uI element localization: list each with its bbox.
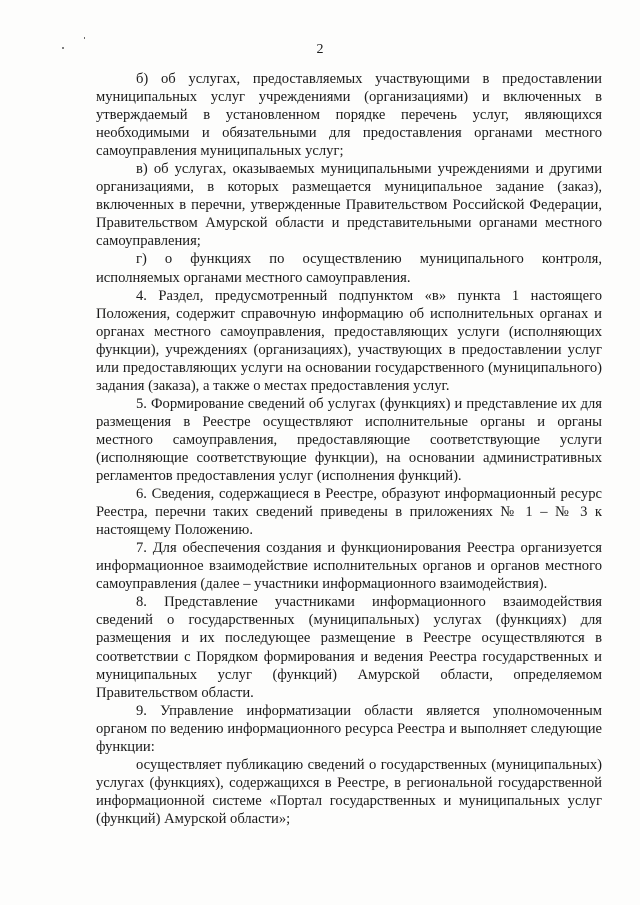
page-number: 2 (316, 42, 324, 57)
paragraph-g: г) о функциях по осуществлению муниципального контроля, исполняемых органами местного самоуправления. (96, 251, 602, 286)
paragraph-6: 6. Сведения, содержащиеся в Реестре, образуют информационный ресурс Реестра, перечни таких сведений приведены в приложениях № 1 – № 3 к настоящему Положению. (96, 486, 602, 539)
paragraph-4: 4. Раздел, предусмотренный подпунктом «в» пункта 1 настоящего Положения, содержит справочную информацию об исполнительных органах и органах местного самоуправления, предоставляющих услуги (исполняющих функции), учреждениях (организациях), участвующих в предоставлении услуг или предоставляющих услуги на основании государственного (муниципального) задания (заказа), а также о местах предоставления услуг. (96, 287, 602, 394)
paragraph-5: 5. Формирование сведений об услугах (функциях) и представление их для размещения в Реестре осуществляют исполнительные органы и органы местного самоуправления, предоставляющие соответствующие услуги (исполняющие соответствующие функции), на основании административных регламентов предоставления услуг (исполнения функций). (96, 395, 602, 485)
scan-speck (84, 37, 85, 39)
paragraph-9-function-1: осуществляет публикацию сведений о государственных (муниципальных) услугах (функциях), содержащихся в Реестре, в региональной государственной информационной системе «Портал государственных и муниципальных услуг (функций) Амурской области»; (96, 756, 602, 827)
paragraph-9: 9. Управление информатизации области является уполномоченным органом по ведению информационного ресурса Реестра и выполняет следующие функции: (96, 702, 602, 755)
paragraph-7: 7. Для обеспечения создания и функционирования Реестра организуется информационное взаимодействие исполнительных органов и органов местного самоуправления (далее – участники информационного взаимодействия). (96, 540, 602, 593)
paragraph-v: в) об услугах, оказываемых муниципальными учреждениями и другими организациями, в которых размещается муниципальное задание (заказ), включенных в перечни, утвержденные Правительством Российской Федерации, Правительством Амурской области и представительными органами местного самоуправления; (96, 161, 602, 250)
paragraph-8: 8. Представление участниками информационного взаимодействия сведений о государственных (муниципальных) услугах (функциях) для размещения и их последующее размещение в Реестре осуществляются в соответствии с Порядком формирования и ведения Реестра государственных и муниципальных услуг (функций) Амурской области, определяемом Правительством области. (96, 594, 602, 701)
document-body (96, 70, 602, 828)
paragraph-b: б) об услугах, предоставляемых участвующими в предоставлении муниципальных услуг учреждениями (организациями) и включенных в утверждаемый в установленном порядке перечень услуг, являющихся необходимыми и обязательными для предоставления органами местного самоуправления муниципальных услуг; (96, 71, 602, 160)
